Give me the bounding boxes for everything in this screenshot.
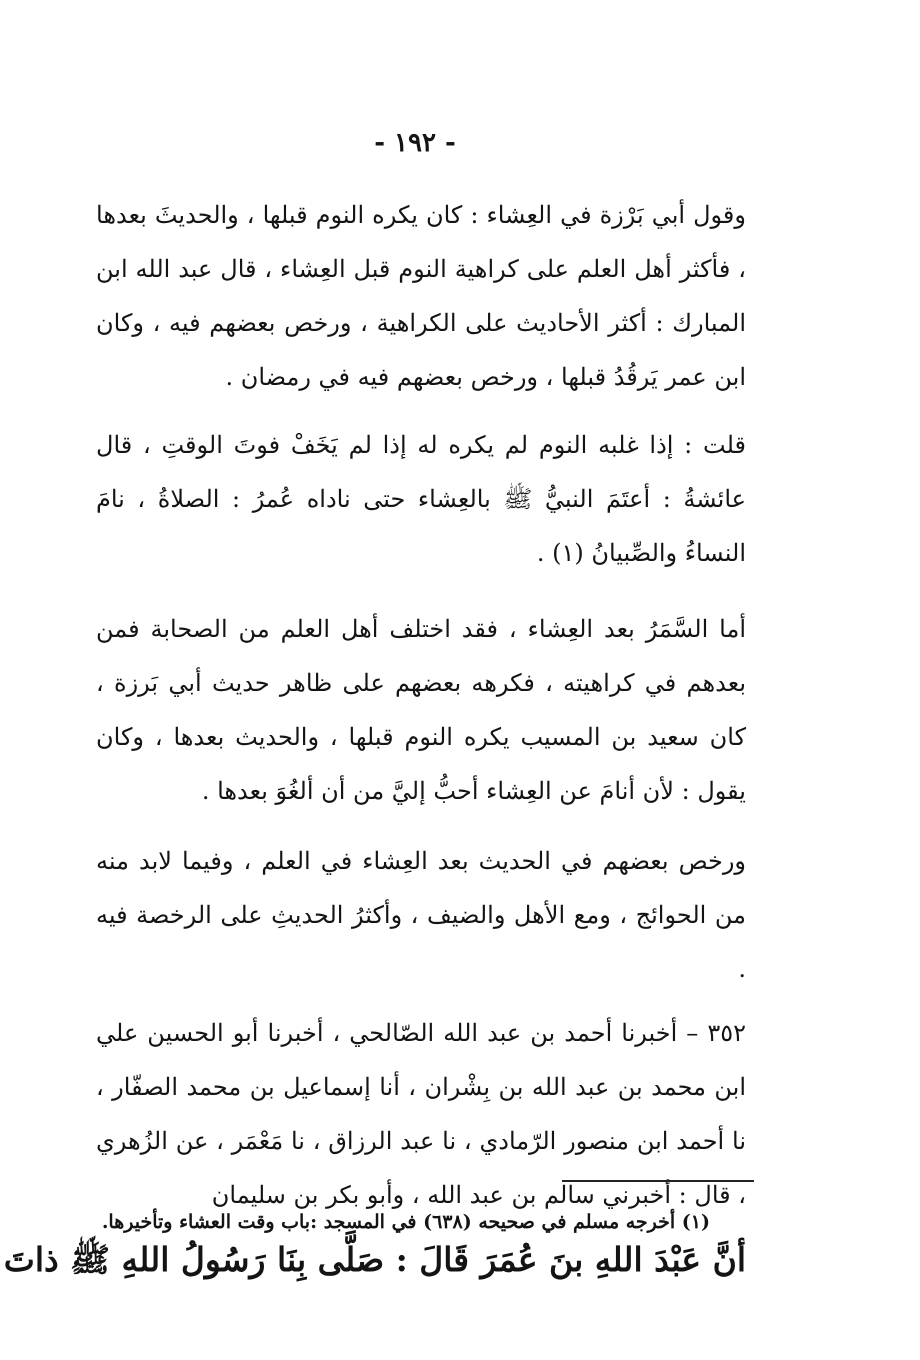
paragraph-permission: ورخص بعضهم في الحديث بعد العِشاء في العلم ، وفيما لابد منه من الحوائج ، ومع الأهل والضيف ، وأكثرُ الحديثِ على الرخصة فيه . (96, 847, 746, 983)
footnote: (١) أخرجه مسلم في صحيحه (٦٣٨) في المسجد :باب وقت العشاء وتأخيرها. (101, 1211, 710, 1233)
paragraph-night-talk: أما السَّمَرُ بعد العِشاء ، فقد اختلف أهل العلم من الصحابة فمن بعدهم في كراهيته ، فكرهه بعضهم على ظاهر حديث أبي بَرزة ، كان سعيد بن المسيب يكره النوم قبلها ، والحديث بعدها ، وكان يقول : لأن أنامَ عن العِشاء أحبُّ إليَّ من أن ألغُوَ بعدها . (96, 615, 746, 805)
page-number: - ١٩٢ - (374, 128, 456, 158)
paragraph-isnad-352: ٣٥٢ – أخبرنا أحمد بن عبد الله الصّالحي ، أخبرنا أبو الحسين علي ابن محمد بن عبد الله بن بِشْران ، أنا إسماعيل بن محمد الصفّار ، نا أحمد ابن منصور الرّمادي ، نا عبد الرزاق ، نا مَعْمَر ، عن الزُهري ، قال : أخبرني سالم بن عبد الله ، وأبو بكر بن سليمان (96, 1019, 746, 1209)
paragraph-abu-barza: وقول أبي بَرْزة في العِشاء : كان يكره النوم قبلها ، والحديثَ بعدها ، فأكثر أهل العلم على كراهية النوم قبل العِشاء ، قال عبد الله ابن المبارك : أكثر الأحاديث على الكراهية ، ورخص بعضهم فيه ، وكان ابن عمر يَرقُدُ قبلها ، ورخص بعضهم فيه في رمضان . (96, 201, 746, 391)
hadith-text: أنَّ عَبْدَ اللهِ بنَ عُمَرَ قَالَ : صَلَّى بِنَا رَسُولُ اللهِ ﷺ ذاتَ (3, 1240, 746, 1279)
footnote-divider (562, 1180, 754, 1182)
paragraph-sleep-ruling: قلت : إذا غلبه النوم لم يكره له إذا لم يَخَفْ فوتَ الوقتِ ، قال عائشةُ : أعتَمَ النبيُّ ﷺ بالعِشاء حتى ناداه عُمرُ : الصلاةُ ، نامَ النساءُ والصِّبيانُ (١) . (96, 431, 746, 567)
main-text (3, 188, 746, 1290)
